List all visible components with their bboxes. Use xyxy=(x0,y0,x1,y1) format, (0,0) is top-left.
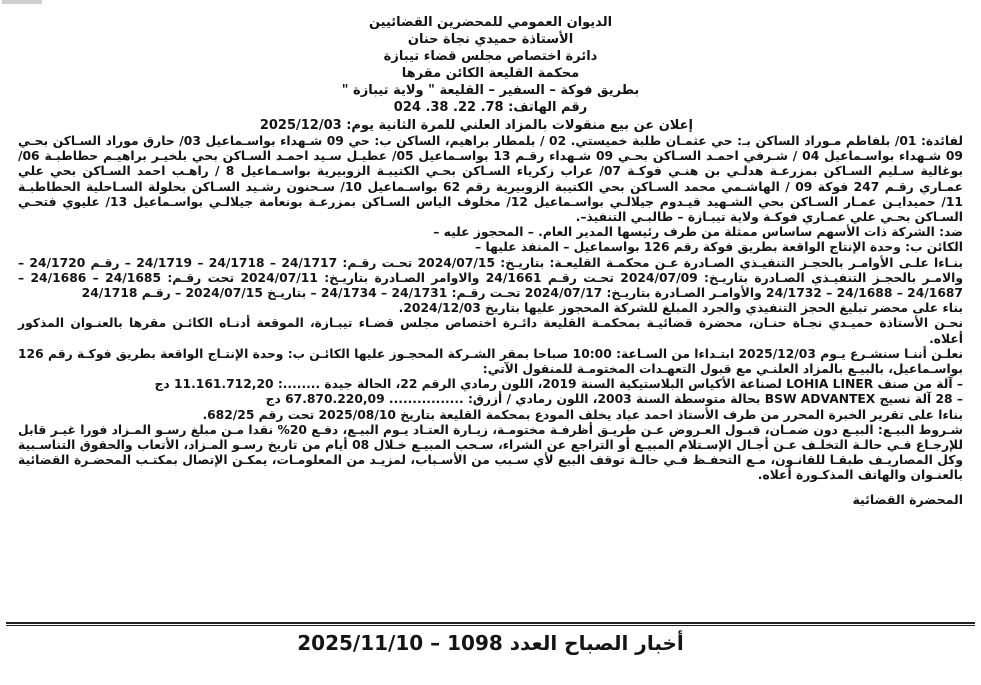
header-bailiff-name: الأستاذة حميدي نجاة حنان xyxy=(407,32,574,47)
against-paragraph: ضد: الشركة ذات الأسهم ساساس ممثلة من طرف رئيسها المدير العام. – المحجوز عليه – xyxy=(433,225,963,240)
footer-divider xyxy=(6,622,975,624)
notification-paragraph: بناء على محضر تبليغ الحجز التنفيذي والجرد المبلغ للشركة المحجوز عليها بتاريخ 2024/12/03. xyxy=(398,301,963,316)
expertise-paragraph: بناءا على تقرير الخبرة المحرر من طرف الأستاذ احمد عياد يخلف المودع بمحكمة القليعة بتاريخ 2025/08/10 تحت رقم 682/25. xyxy=(202,407,963,422)
notice-body xyxy=(18,134,963,484)
header-court: محكمة القليعة الكائن مقرها xyxy=(401,66,580,81)
signature: المحضرة القضائية xyxy=(852,491,963,507)
newspaper-footer: أخبار الصباح العدد 1098 – 2025/11/10 xyxy=(297,631,684,655)
header-phone: رقم الهاتف: 78. 22. 38. 024 xyxy=(393,100,588,115)
sale-conditions-paragraph: شـروط البيـع: البيـع دون ضمـان، قبـول العـروض عـن طريـق أظرفـة مختومـة، زيـارة العتـاد يـوم البيـع، دفـع 20% نقدا مـن مبلغ رسـو المـزاد فورا غيـر قابل للإرجـاع فـي حالـة التخلـف عـن أجـال الإسـتلام المبيـع أو التراجع عن الشراء، سـحب المبيـع خـلال 08 أيام من تاريخ رسـو المـزاد، الأتعاب والحقوق التناسـبية وكل المصاريـف طبقـا للقانـون، مـع التحفـظ فـي حالـة توقف البيع لأي سـبب من الأسـباب، لمزيـد من المعلومـات، يمكـن الإتصال بمكتـب المحضـرة القضائية بالعنـوان والهاتف المذكـورة أعلاه. xyxy=(18,422,963,483)
beneficiaries-paragraph: لفائدة: 01/ بلفاطم مـوراد الساكن بـ: حي عثمـان طلبة خميستي. 02 / بلمطار براهيم، الساكن ب: حي 09 شـهداء بواسـماعيل 03/ حارق موراد السـاكن بحـي 09 شـهداء بواسـماعيل 04 / شـرفي احمـد السـاكن بحـي 09 شـهداء رقـم 13 بواسـماعيل 05/ عطيـل سـيد احمـد السـاكن بحي بلخيـر براهيـم حطاطبـة 06/ بوغالية سـليم السـاكن بمزرعـة هدلـي بن هنـي فوكـة 07/ عراب زكرياء السـاكن بحـي الكتيبـة الزوبيرية بواسـماعيل 8 / راهـب احمد السـاكن بحي علي عمـاري رقـم 247 فوكة 09 / الهاشـمي محمد السـاكن بحي الكتيبة الزوبيرية رقم 62 بواسـماعيل 10/ سـحنون رشـيد السـاكن بحلولة السـاحلية الحطاطبـة 11/ حميدايـن عمـار السـاكن بحي الشـهيد قيـدوم جيلالـي بواسـماعيل 12/ مخلوف الياس السـاكن بمزرعـة بونعامة جيلالـي بواسـماعيل 13/ عليوي فتحـي السـاكن بحـي علي عمـاري فوكـة ولاية تيبـازة – طالبـي التنفيذ–. xyxy=(18,134,963,225)
footer-divider-thin xyxy=(6,625,975,626)
sale-item-1: – آلة من صنف LOHIA LINER لصناعة الأكياس البلاستيكية السنة 2019، اللون رمادي الرقم 22، الحالة جيدة ........: 11.161.712,20 دج xyxy=(154,377,963,392)
header-address: بطريق فوكة – السفير – القليعة " ولاية تيبازة " xyxy=(341,83,640,98)
sale-item-2: – 28 آلة نسيج BSW ADVANTEX بحالة متوسطة السنة 2003، اللون رمادي / أزرق: ................ 67.870.220,09 دج xyxy=(265,392,963,407)
sale-date-paragraph: نعلـن أننـا سنشـرع يـوم 2025/12/03 ابتـداءا من السـاعة: 10:00 صباحا بمقر الشـركة المحجـوز عليها الكائـن ب: وحدة الإنتـاج الواقعة بطريق فوكـة رقم 126 بواسـماعيل، بالبيـع بالمزاد العلنـي مع قبول التعهـدات المختومـة للمنقول الآتي: xyxy=(18,346,963,377)
notice-header xyxy=(18,14,963,116)
announcement-title: إعلان عن بيع منقولات بالمزاد العلني للمرة الثانية يوم: 2025/12/03 xyxy=(259,118,693,133)
header-jurisdiction: دائرة اختصاص مجلس قضاء تيبازة xyxy=(383,49,598,64)
header-office: الديوان العمومي للمحضرين القضائيين xyxy=(368,15,613,30)
bailiff-paragraph: نحـن الأستاذة حميـدي نجـاة حنـان، محضرة قضائيـة بمحكمـة القليعة دائـرة اختصاص مجلس قضـاء تيبـازة، الموقعة أدنـاه الكائـن مقرها بالعنـوان المذكور أعلاه. xyxy=(18,316,963,346)
orders-paragraph: بنـاءا علـى الأوامـر بالحجـز التنفيـذي الصـادرة عـن محكمـة القليعـة: بتاريـخ: 2024/07/15 تحـت رقـم: 24/1717 – 24/1718 – 24/1719 – رقـم 24/1720 – والامـر بالحجـز التنفيـذي الصـادرة بتاريـخ: 2024/07/09 تحـت رقـم 24/1661 والاوامر الصـادرة بتاريـخ: 2024/07/11 تحت رقـم: 24/1685 – 24/1686 – 24/1687 – 24/1688 – 24/1732 والأوامـر الصـادرة بتاريـخ: 2024/07/17 تحـت رقـم: 24/1731 – 24/1734 – بتاريـخ 2024/07/15 – رقـم 24/1718 xyxy=(18,255,963,301)
debtor-address-paragraph: الكائن ب: وحدة الإنتاج الواقعة بطريق فوكة رقم 126 بواسماعيل – المنفذ عليها – xyxy=(475,240,963,255)
